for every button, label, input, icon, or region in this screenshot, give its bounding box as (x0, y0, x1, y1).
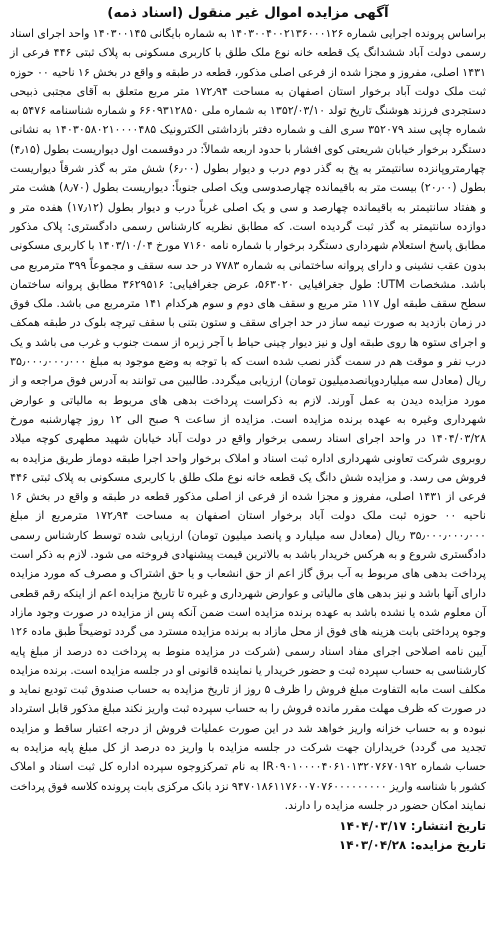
publish-date: تاریخ انتشار: ۱۴۰۴/۰۳/۱۷ (339, 819, 486, 834)
auction-date: تاریخ مزایده: ۱۴۰۳/۰۴/۲۸ (338, 838, 486, 853)
notice-title: آگهی مزایده اموال غیر منقول (اسناد ذمه) (107, 5, 389, 21)
notice-dates (10, 817, 486, 855)
notice-body: براساس پرونده اجرایی شماره ۱۴۰۳۰۰۴۰۰۲۱۳۶۰۰۰۱۲۶ به شماره بایگانی ۱۴۰۳۰۰۱۴۵ واحد اجرای اسناد رسمی دولت آباد ششدانگ یک قطعه خانه نوع ملک طلق با کاربری مسکونی به پلاک ثبتی ۴۴۶ فرعی از ۱۴۳۱ اصلی، مفروز و مجزا شده از فرعی اصلی مذکور، قطعه در طبقه و واقع در بخش ۱۶ ناحیه ۰۰ حوزه ثبت ملک دولت آباد برخوار استان اصفهان به مساحت ۱۷۲٫۹۴ متر مربع متعلق به آقای مجتبی ذبیحی دستجردی فرزند هوشنگ تاریخ تولد ۱۳۵۲/۰۳/۱۰ به شماره ملی ۶۶۰۹۳۱۲۸۵۰ و شماره شناسنامه ۵۴۷۶ به شماره چاپی سند ۳۵۲۰۷۹ سری الف و شماره دفتر بازداشتی الکترونیک ۱۴۰۳۰۵۸۰۲۱۰۰۰۰۴۸۵ به نشانی دستگرد برخوار خیابان شریعتی کوی افشار با حدود اربعه شمالاً: در دوقسمت اول دیواریست بطول (۴٫۱۵) چهارمتروپانزده سانتیمتر به پخ به گذر دوم درب و دیوار بطول (۶٫۰۰) شش متر به گذر شرقاً دیواریست بطول (۲۰٫۰۰) بیست متر به باقیمانده چهارصدوسی ویک اصلی جنوباً: دیواریست بطول (۸٫۷۰) هشت متر و هفتاد سانتیمتر به باقیمانده چهارصد و سی و یک اصلی غرباً درب و دیوار بطول (۱۷٫۱۲) هفده متر و دوازده سانتیمتر به گذر ثبت گردیده است. که مطابق نظریه کارشناس رسمی دادگستری: پلاک مذکور مطابق پاسخ استعلام شهرداری دستگرد برخوار با شماره نامه ۷۱۶۰ مورخ ۱۴۰۳/۱۰/۰۴ با کاربری مسکونی بدون عقب نشینی و دارای پروانه ساختمانی به شماره ۷۷۸۳ در حد سه سقف و مجموعاً ۳۹۹ مترمربع می باشد. مشخصات UTM: طول جغرافیایی ۵۶۳۰۲۰، عرض جغرافیایی: ۳۶۲۹۵۱۶ مطابق پروانه ساختمان سطح سقف طبقه اول ۱۱۷ متر مربع و سقف های دوم و سوم هرکدام ۱۴۱ مترمربع می باشد. ملک فوق در زمان بازدید به صورت نیمه ساز در حد اجرای سقف و ستون بتنی با سقف تیرچه بلوک در طبقه همکف و اجرای ستوه ها روی طبقه اول و نیز دیوار چینی حیاط با آجر زبره از سمت جنوب و غرب می باشد و یک درب نفر و موقت هم در سمت گذر نصب شده است که با توجه به وضع موجود به مبلغ ۳۵٫۰۰۰٫۰۰۰٫۰۰۰ ریال (معادل سه میلیاردوپانصدمیلیون تومان) ارزیابی میگردد. طالبین می توانند به آدرس فوق مراجعه و از مورد مزایده دیدن به عمل آورند. لازم به ذکراست پرداخت بدهی های مربوط به مالیاتی و عوارض شهرداری وغیره به عهده برنده مزایده است. مزایده از ساعت ۹ صبح الی ۱۲ روز چهارشنبه مورخ ۱۴۰۴/۰۳/۲۸ در واحد اجرای اسناد رسمی برخوار واقع در دولت آباد خیابان شهید مطهری کوچه میلاد روبروی شرکت تعاونی شهرداری اداره ثبت اسناد و املاک برخوار واحد اجرا طبقه دوماز طریق مزایده به فروش می رسد. و مزایده شش دانگ یک قطعه خانه نوع ملک طلق با کاربری مسکونی به پلاک ثبتی ۴۴۶ فرعی از ۱۴۳۱ اصلی، مفروز و مجزا شده از فرعی از اصلی مذکور قطعه در طبقه و واقع در بخش ۱۶ ناحیه ۰۰ حوزه ثبت ملک دولت آباد برخوار استان اصفهان به مساحت ۱۷۲٫۹۴ مترمربع از مبلغ ۳۵٫۰۰۰٫۰۰۰٫۰۰۰ ریال (معادل سه میلیارد و پانصد میلیون تومان) ارزیابی شده توسط کارشناس رسمی دادگستری شروع و به هرکس خریدار باشد به بالاترین قیمت پیشنهادی فروخته می شود. لازم به ذکر است پرداخت بدهی های مربوط به آب برق گاز اعم از حق انشعاب و یا حق اشتراک و مصرف که مورد مزایده دارای آنها باشد و نیز بدهی های مالیاتی و عوارض شهرداری و غیره تا تاریخ مزایده اعم از اینکه رقم قطعی آن معلوم شده یا نشده باشد به عهده برنده مزایده است ضمن آنکه پس از مزایده در صورت وجود مازاد وجوه پرداختی بابت هزینه های فوق از محل مازاد به برنده مزایده مسترد می گردد توضیحاً طبق ماده ۱۲۶ آیین نامه اصلاحی اجرای مفاد اسناد رسمی (شرکت در مزایده منوط به پرداخت ده درصد از مبلغ پایه کارشناسی به حساب سپرده ثبت و حضور خریدار یا نماینده قانونی او در جلسه مزایده است. برنده مزایده مکلف است مابه التفاوت مبلغ فروش را ظرف ۵ روز از تاریخ مزایده به حساب صندوق ثبت تودیع نماید و در صورت که ظرف مهلت مقرر مانده فروش را به حساب سپرده ثبت واریز نکند مبلغ مذکور قابل استرداد نبوده و به حساب خزانه واریز خواهد شد در این صورت عملیات فروش از درجه اعتبار ساقط و مزایده تجدید می گردد) خریداران جهت شرکت در جلسه مزایده با واریز ده درصد از کل مبلغ پایه مزایده به حساب شماره IR۰۹۰۱۰۰۰۰۴۰۶۱۰۱۳۲۰۷۶۷۰۱۹۲ به نام تمرکزوجوه سپرده اداره کل ثبت اسناد و املاک کشور با شناسه واریز ۹۴۷۰۱۸۶۱۱۷۶۰۰۷۰۷۶۰۰۰۰۰۰۰۰۰ نزد بانک مرکزی بابت پرونده کلاسه فوق پرداخت نمایند امکان حضور در جلسه مزایده را دارند. (10, 27, 487, 812)
